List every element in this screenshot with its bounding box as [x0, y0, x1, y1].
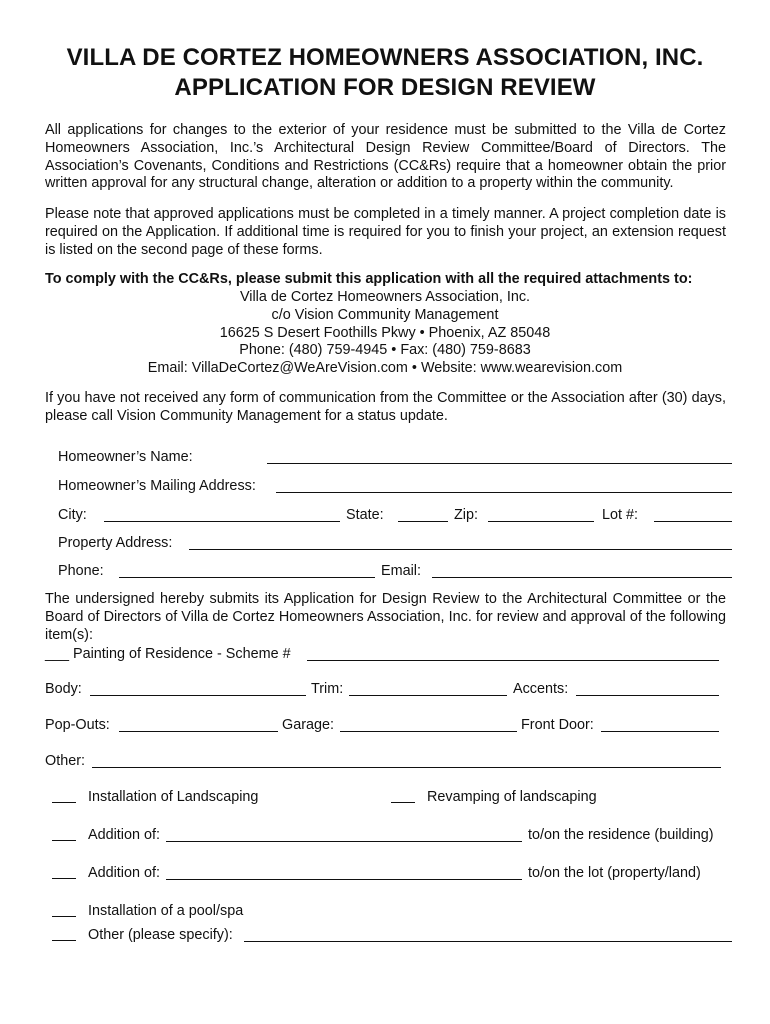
landscaping-item	[52, 788, 258, 806]
phone-fax-line: Phone: (480) 759-4945 • Fax: (480) 759-8683	[239, 342, 531, 358]
popouts-field[interactable]	[119, 731, 278, 732]
revamping-item	[391, 788, 597, 806]
property-address-label: Property Address:	[58, 535, 173, 551]
status-paragraph: If you have not received any form of communication from the Committee or the Association after (30) days, please call Vision Community Management for a status update.	[45, 390, 726, 424]
other-specify-checkbox[interactable]	[52, 926, 76, 941]
phone-label: Phone:	[58, 563, 104, 579]
body-label: Body:	[45, 681, 82, 697]
landscaping-checkbox[interactable]	[52, 788, 76, 803]
revamping-label: Revamping of landscaping	[427, 789, 597, 805]
mailing-address-field[interactable]	[276, 492, 732, 493]
body-field[interactable]	[90, 695, 306, 696]
garage-field[interactable]	[340, 731, 517, 732]
addition-residence-item	[52, 826, 160, 844]
email-website-line: Email: VillaDeCortez@WeAreVision.com • Website: www.wearevision.com	[147, 360, 623, 376]
addition-residence-field[interactable]	[166, 841, 522, 842]
pool-item	[52, 902, 243, 920]
other-specify-field[interactable]	[244, 941, 732, 942]
residence-suffix: to/on the residence (building)	[528, 827, 714, 843]
popouts-label: Pop-Outs:	[45, 717, 110, 733]
homeowner-name-label: Homeowner’s Name:	[58, 449, 193, 465]
completion-paragraph: Please note that approved applications must be completed in a timely manner. A project completion date is required on the Application. If additional time is required for you to finish your project, an extension request is listed on the second page of these forms.	[45, 206, 726, 258]
intro-paragraph: All applications for changes to the exterior of your residence must be submitted to the Villa de Cortez Homeowners Association, Inc.’s Architectural Design Review Committee/Board of Directors. The Association’s Covenants, Conditions and Restrictions (CC&Rs) require that a homeowner obtain the prior written approval for any structural change, alteration or addition to a property within the community.	[45, 122, 726, 192]
title-line-2: APPLICATION FOR DESIGN REVIEW	[174, 74, 596, 101]
revamping-checkbox[interactable]	[391, 788, 415, 803]
painting-label: ___ Painting of Residence - Scheme #	[45, 646, 291, 662]
state-field[interactable]	[398, 521, 448, 522]
scheme-field[interactable]	[307, 660, 719, 661]
email-field[interactable]	[432, 577, 732, 578]
submission-statement: The undersigned hereby submits its Application for Design Review to the Architectural Committee or the Board of Directors of Villa de Cortez Homeowners Association, Inc. for review and approval of the following item(s):	[45, 591, 726, 643]
addition-lot-checkbox[interactable]	[52, 864, 76, 879]
addition-lot-field[interactable]	[166, 879, 522, 880]
state-label: State:	[346, 507, 384, 523]
other-field[interactable]	[92, 767, 721, 768]
city-label: City:	[58, 507, 87, 523]
lot-field[interactable]	[654, 521, 732, 522]
submit-heading: To comply with the CC&Rs, please submit this application with all the required attachments to:	[45, 271, 693, 287]
pool-checkbox[interactable]	[52, 902, 76, 917]
front-door-label: Front Door:	[521, 717, 594, 733]
city-field[interactable]	[104, 521, 340, 522]
address-line-2: c/o Vision Community Management	[271, 307, 499, 323]
accents-label: Accents:	[513, 681, 569, 697]
addition-residence-label: Addition of:	[88, 827, 161, 843]
mailing-address-label: Homeowner’s Mailing Address:	[58, 478, 256, 494]
zip-label: Zip:	[454, 507, 478, 523]
lot-suffix: to/on the lot (property/land)	[528, 865, 701, 881]
trim-label: Trim:	[311, 681, 344, 697]
homeowner-name-field[interactable]	[267, 463, 732, 464]
address-line-1: Villa de Cortez Homeowners Association, Inc.	[239, 289, 531, 305]
trim-field[interactable]	[349, 695, 507, 696]
other-label: Other:	[45, 753, 85, 769]
title-line-1: VILLA DE CORTEZ HOMEOWNERS ASSOCIATION, INC.	[66, 44, 704, 71]
addition-lot-item	[52, 864, 160, 882]
garage-label: Garage:	[282, 717, 334, 733]
lot-label: Lot #:	[602, 507, 639, 523]
front-door-field[interactable]	[601, 731, 719, 732]
addition-residence-checkbox[interactable]	[52, 826, 76, 841]
other-specify-label: Other (please specify):	[88, 927, 233, 943]
address-line-3: 16625 S Desert Foothills Pkwy • Phoenix, AZ 85048	[219, 325, 551, 341]
zip-field[interactable]	[488, 521, 594, 522]
property-address-field[interactable]	[189, 549, 732, 550]
addition-lot-label: Addition of:	[88, 865, 161, 881]
other-specify-item	[52, 926, 233, 944]
accents-field[interactable]	[576, 695, 719, 696]
email-label: Email:	[381, 563, 421, 579]
pool-label: Installation of a pool/spa	[88, 903, 244, 919]
landscaping-label: Installation of Landscaping	[88, 789, 259, 805]
phone-field[interactable]	[119, 577, 375, 578]
